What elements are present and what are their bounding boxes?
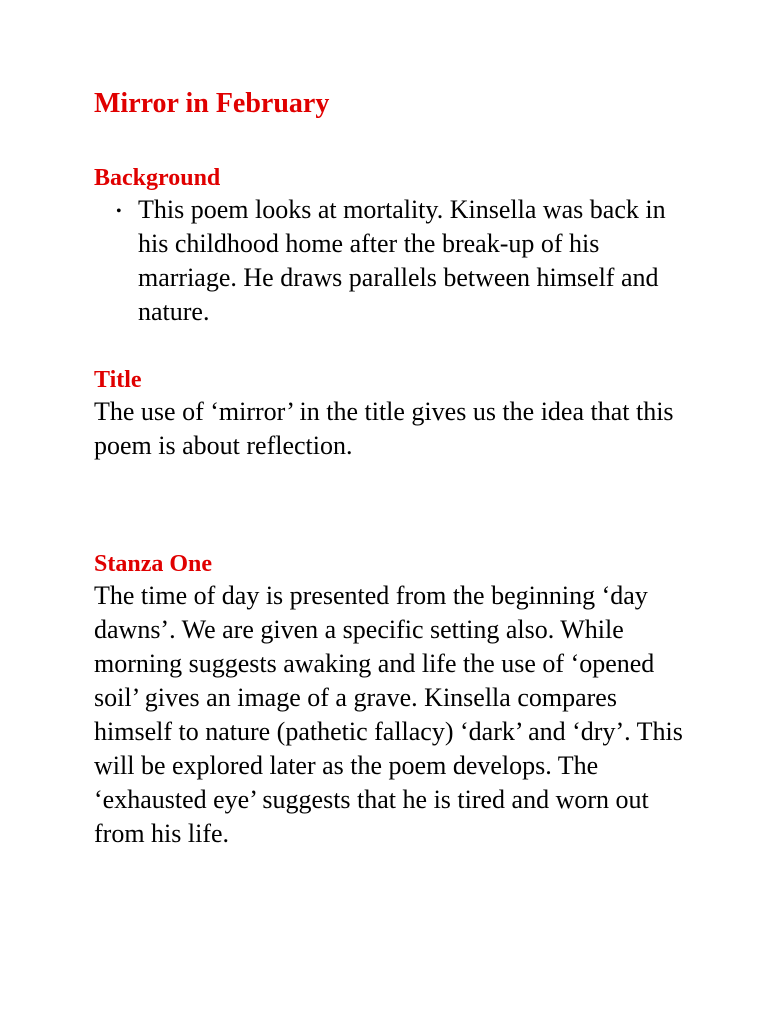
bullet-text: This poem looks at mortality. Kinsella was back in his childhood home after the break-up of his marriage. He draws parallels between himself and nature.: [138, 195, 666, 326]
title-section: [94, 365, 734, 463]
background-bullet-list: [94, 193, 734, 329]
document-page: [94, 86, 734, 851]
list-item: [94, 193, 698, 329]
background-heading: Background: [94, 165, 221, 191]
title-heading: Title: [94, 367, 142, 393]
stanza-one-paragraph: The time of day is presented from the beginning ‘day dawns’. We are given a specific setting also. While morning suggests awaking and life the use of ‘opened soil’ gives an image of a grave. Kinsella compares himself to nature (pathetic fallacy) ‘dark’ and ‘dry’. This will be explored later as the poem develops. The ‘exhausted eye’ suggests that he is tired and worn out from his life.: [94, 581, 683, 848]
stanza-one-section: [94, 549, 734, 851]
title-paragraph: The use of ‘mirror’ in the title gives us the idea that this poem is about reflection.: [94, 397, 674, 460]
stanza-one-heading: Stanza One: [94, 551, 213, 577]
bullet-icon: •: [116, 203, 122, 220]
background-section: [94, 163, 734, 329]
document-title: Mirror in February: [94, 88, 330, 119]
